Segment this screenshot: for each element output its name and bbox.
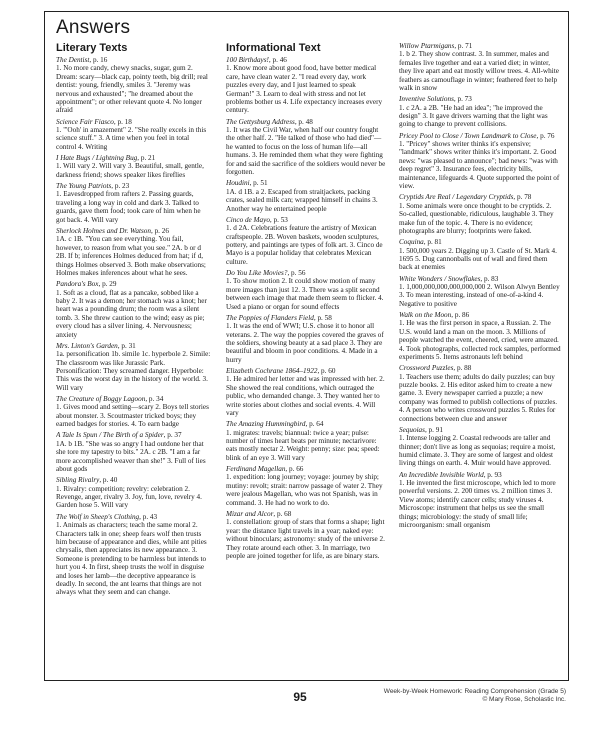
entry-heading xyxy=(226,465,386,473)
entry-heading xyxy=(226,216,386,224)
entry-answers: 1. Gives mood and setting—scary 2. Boys tell stories about monster. 3. Scoutmaster tricked boys; they earned badges for stories. 4. To earn badge xyxy=(56,403,209,429)
entry-heading xyxy=(399,364,562,372)
answer-entry xyxy=(399,311,562,361)
entry-heading xyxy=(226,367,386,375)
answer-columns xyxy=(56,42,562,674)
entry-page: , p. 18 xyxy=(113,117,132,126)
answer-entry xyxy=(399,132,562,191)
entry-page: , p. 26 xyxy=(150,226,169,235)
entry-page: , p. 73 xyxy=(453,95,472,104)
page-title: Answers xyxy=(56,17,131,38)
entry-heading xyxy=(399,238,562,246)
entry-answers: 1. "'Ooh' in amazement" 2. "She really excels in this science stuff." 3. A time when you feel in total control 4. Writing xyxy=(56,126,207,151)
answer-entry xyxy=(226,179,386,213)
answer-entry xyxy=(226,216,386,266)
column-2 xyxy=(226,42,386,674)
answer-entry xyxy=(399,275,562,309)
entry-page: , p. 58 xyxy=(313,313,332,322)
entry-title: The Dentist xyxy=(56,56,90,64)
answer-entry xyxy=(226,465,386,507)
entry-page: , p. 91 xyxy=(424,425,443,434)
entry-title: Sequoias xyxy=(399,425,425,434)
entry-heading xyxy=(56,513,211,521)
entry-page: , p. 29 xyxy=(98,280,117,289)
entry-answers: 1a. personification 1b. simile 1c. hyperbole 2. Simile: The classroom was like Jurassic Park. Personification: They screamed danger. Hyperbole: This was the worst day in the history of the world. 3. Will vary xyxy=(56,350,211,392)
footer-copyright: © Mary Rose, Scholastic Inc. xyxy=(482,696,566,703)
entry-heading xyxy=(399,471,562,479)
entry-answers: 1. He was the first person in space, a Russian. 2. The U.S. would land a man on the moon. 3. Millions of people watched the event, cheered, cried, were amazed. 4. Took photographs, collected rock samples, performed experiments 5. Items astronauts left behind xyxy=(399,319,561,361)
entry-title: Cryptids Are Real / Legendary Cryptids xyxy=(399,193,514,202)
answer-entry xyxy=(226,118,386,177)
entry-heading xyxy=(399,426,562,434)
entry-page: , p. 16 xyxy=(89,56,108,64)
entry-page: , p. 46 xyxy=(268,56,287,64)
entry-heading xyxy=(56,280,211,288)
entry-title: Mrs. Linton's Garden xyxy=(56,341,118,350)
answer-entry xyxy=(56,513,211,597)
entry-page: , p. 83 xyxy=(480,274,499,283)
entry-answers: 1. Soft as a cloud, flat as a pancake, sobbed like a baby 2. It was a demon; her stomach was a knot; her heart was a pounding drum; the room was a silent tomb. 3. She threw caution to the wind; easy as pie; every cloud has a silver lining. 4. Nervousness; anxiety xyxy=(56,288,207,339)
entry-title: Sibling Rivalry xyxy=(56,476,100,485)
entry-heading xyxy=(56,342,211,350)
entry-title: Ferdinand Magellan xyxy=(226,465,286,474)
entry-answers: 1. He invented the first microscope, which led to more powerful versions. 2. 200 times vs. 2 million times 3. View atoms; identify cancer cells; study viruses 4. Microscope: instrument that helps us see the small things; microbiology: the study of small life; microorganism: small organism xyxy=(399,479,556,530)
entry-answers: 1. 1,000,000,000,000,000,000 2. Wilson Alwyn Bentley 3. To mean interesting, instead of one-of-a-kind 4. Negative to positive xyxy=(399,282,560,308)
entry-title: An Incredible Invisible World xyxy=(399,470,484,479)
entry-heading xyxy=(399,95,562,103)
entry-answers: 1. Some animals were once thought to be cryptids. 2. So-called, questionable, ridiculous, laughable 3. They make fun of the topic. 4. There is no evidence; photographs are blurry; footprints were faked. xyxy=(399,201,554,235)
answer-entry xyxy=(399,95,562,129)
entry-page: , p. 51 xyxy=(249,179,268,188)
entry-title: Inventive Solutions xyxy=(399,95,454,104)
entry-answers: 1. He admired her letter and was impressed with her. 2. She showed the real conditions, which outraged the public, who demanded change. 3. They wanted her to write stories about clothes and social events. 4. Will vary xyxy=(226,375,385,418)
entry-answers: 1. Will vary 2. Will vary 3. Beautiful, small, gentle, darkness friend; shows speaker likes fireflies xyxy=(56,162,204,179)
entry-answers: 1A. c 1B. "You can see everything. You fail, however, to reason from what you see." 2A. b or d 2B. If b; inferences Holmes deduced from hat; if d, things Holmes observed 3. Both make observations; Holmes makes inferences about what he sees. xyxy=(56,235,206,277)
answer-entry xyxy=(56,476,211,510)
entry-title: Houdini xyxy=(226,179,250,188)
entry-title: Mizar and Alcor xyxy=(226,509,274,518)
entry-heading xyxy=(226,56,386,64)
answer-entry xyxy=(56,342,211,392)
entry-page: , p. 71 xyxy=(454,42,473,50)
entry-title: The Gettysburg Address xyxy=(226,117,295,126)
answer-entry xyxy=(399,364,562,423)
entry-page: , p. 56 xyxy=(287,268,306,277)
entry-heading xyxy=(226,118,386,126)
entry-heading xyxy=(226,269,386,277)
entry-heading xyxy=(56,227,211,235)
footer-book-title: Week-by-Week Homework: Reading Comprehension (Grade 5) xyxy=(383,688,566,695)
entry-title: Sherlock Holmes and Dr. Watson xyxy=(56,226,151,235)
entry-page: , p. 64 xyxy=(305,420,324,429)
entry-page: , p. 48 xyxy=(294,117,313,126)
entry-page: , p. 88 xyxy=(453,364,472,373)
answer-entry xyxy=(56,118,211,152)
entry-page: , p. 40 xyxy=(99,476,118,485)
entry-title: Do You Like Movies? xyxy=(226,268,288,277)
entry-answers: 1. expedition: long journey; voyage: journey by ship; mutiny: revolt; strait: narrow passage of water 2. They were jealous Magellan, who was not Spanish, was in command. 3. He had no work to do. xyxy=(226,473,383,507)
entry-page: , p. 78 xyxy=(513,193,532,202)
entry-answers: 1. To show motion 2. It could show motion of many more images than just 12. 3. There was a split second between each image that made them seem to flicker. 4. Used a piano or organ for sound effects xyxy=(226,277,384,311)
entry-heading xyxy=(399,132,562,140)
entry-answers: 1. d 2A. Celebrations feature the artistry of Mexican craftspeople. 2B. Woven baskets, wooden sculptures, pottery, and paintings are types of folk art. 3. Cinco de Mayo is a popular holiday that celebrates Mexican culture. xyxy=(226,224,383,266)
entry-answers: 1. "Pricey" shows writer thinks it's expensive; "landmark" shows writer thinks it's important. 2. Good news: "was pleased to announce"; bad news: "was with deep regret" 3. Insurance fees, electricity bills, maintenance, lifeguards 4. Quote supported the point of view. xyxy=(399,140,560,191)
entry-heading xyxy=(226,179,386,187)
entry-answers: 1. c 2A. a 2B. "He had an idea"; "he improved the design" 3. It gave drivers warning that the light was going to change to prevent collisions. xyxy=(399,103,548,129)
page-number: 95 xyxy=(293,690,307,704)
entry-heading xyxy=(399,311,562,319)
entry-heading xyxy=(56,431,211,439)
entry-title: Elizabeth Cochrane 1864–1922 xyxy=(226,367,318,375)
entry-answers: 1. constellation: group of stars that forms a shape; light year: the distance light travels in a year; naked eye: without binoculars; astronomy: study of the universe 2. They rotate around each other. 3. In marriage, two people are joined together for life, as are binary stars. xyxy=(226,518,385,560)
entry-title: The Creature of Boggy Lagoon xyxy=(56,395,146,404)
entry-heading xyxy=(56,182,211,190)
answer-entry xyxy=(226,420,386,462)
entry-page: , p. 23 xyxy=(111,182,130,191)
answer-entry xyxy=(399,426,562,468)
entry-answers: 1. 500,000 years 2. Digging up 3. Castle of St. Mark 4. 1695 5. Dug cannonballs out of wall and fired them back at enemies xyxy=(399,246,557,272)
answer-entry xyxy=(399,238,562,272)
answer-entry xyxy=(226,510,386,560)
entry-title: Crossword Puzzles xyxy=(399,364,454,373)
answer-entry xyxy=(399,193,562,235)
entry-answers: 1. Rivalry: competition; revelry: celebration 2. Revenge, anger, rivalry 3. Joy, fun, love, revelry 4. Garden hose 5. Will vary xyxy=(56,484,202,510)
entry-heading xyxy=(56,56,211,64)
answer-entry xyxy=(56,227,211,277)
entry-page: , p. 53 xyxy=(269,215,288,224)
footer-credit xyxy=(384,688,566,704)
entry-page: , p. 66 xyxy=(285,465,304,474)
answer-entry xyxy=(56,431,211,473)
answer-entry xyxy=(399,42,562,92)
entry-title: Walk on the Moon xyxy=(399,310,452,319)
entry-heading xyxy=(226,510,386,518)
section-heading: Informational Text xyxy=(226,42,321,54)
entry-title: White Wonders / Snowflakes xyxy=(399,274,481,283)
entry-title: Pandora's Box xyxy=(56,280,99,289)
entry-page: , p. 34 xyxy=(145,395,164,404)
entry-title: The Wolf in Sheep's Clothing xyxy=(56,512,140,521)
entry-answers: 1. Eavesdropped from rafters 2. Passing guards, traveling a long way in cold and dark 3. Talked to guards, gave them food; took care of him when he got back. 4. Will vary xyxy=(56,190,201,224)
entry-page: , p. 37 xyxy=(163,431,182,440)
entry-answers: 1. No more candy, chewy snacks, sugar, gum 2. Dream: scary—black cap, pointy teeth, big drill; real dentist: young, friendly, smiles 3. "Jeremy was nervous and exhausted"; "he dreamed about the appointment"; or other relevant quote 4. No longer afraid xyxy=(56,64,208,115)
answer-entry xyxy=(56,154,211,179)
entry-title: Cinco de Mayo xyxy=(226,215,270,224)
answer-entry xyxy=(56,56,211,115)
answer-entry xyxy=(56,395,211,429)
entry-answers: 1A. b 1B. "She was so angry I had outdone her that she tore my tapestry to bits." 2A. c 2B. "I am a far more accomplished weaver than she!" 3. Full of lies about gods xyxy=(56,439,206,474)
entry-page: , p. 31 xyxy=(117,341,136,350)
entry-answers: 1. Teachers use them; adults do daily puzzles; can buy puzzle books. 2. His editor asked him to create a new game. 3. Every newspaper carried a puzzle; a new company was formed to publish collections of puzzles. 4. A person who writes crossword puzzles 5. Rules for connections between clue and answer xyxy=(399,372,558,423)
entry-heading xyxy=(226,420,386,428)
entry-answers: 1. Intense logging 2. Coastal redwoods are taller and thinner; don't live as long as sequoias; require a moist, humid climate. 3. They are some of largest and oldest living things on earth. 4. Muir would have approved. xyxy=(399,434,556,468)
entry-heading xyxy=(226,314,386,322)
entry-title: Coquina xyxy=(399,238,424,247)
entry-title: I Hate Bugs / Lightning Bug xyxy=(56,154,138,163)
entry-answers: 1. It was the end of WWI; U.S. chose it to honor all veterans. 2. The way the poppies covered the graves of the soldiers, showing beauty at a sad place 3. They are beautiful and bloom in poor conditions. 4. Made in a hurry xyxy=(226,322,384,364)
entry-heading xyxy=(56,154,211,162)
entry-page: , p. 21 xyxy=(137,154,156,163)
answer-entry xyxy=(226,314,386,364)
answer-entry xyxy=(399,471,562,530)
entry-heading xyxy=(399,275,562,283)
entry-page: , p. 93 xyxy=(483,470,502,479)
entry-title: A Tale Is Spun / The Birth of a Spider xyxy=(56,431,164,440)
entry-answers: 1. Know more about good food, have better medical care, have clean water 2. "I read every day, work puzzles every day, and I just learned to speak German!" 3. Learn to deal with stress and not let problems bother us 4. Life expectancy increases every century. xyxy=(226,64,383,115)
entry-heading xyxy=(56,395,211,403)
entry-heading xyxy=(399,193,562,201)
entry-answers: 1. Animals as characters; teach the same moral 2. Characters talk in one; sheep fears wolf then trusts him because of appearance and dies, while ant pities chrysalis, then appreciates its new appearance. 3. Someone is pretending to be harmless but intends to hurt you 4. In first, sheep trusts the wolf in disguise and loses her lamb—the deceptive appearance is deadly. In second, the ant learns that things are not always what they seem and can change. xyxy=(56,521,207,597)
entry-title: Pricey Pool to Close / Town Landmark to Close xyxy=(399,131,537,140)
answer-entry xyxy=(226,367,386,417)
column-3 xyxy=(399,42,562,674)
entry-page: , p. 60 xyxy=(317,367,336,375)
entry-answers: 1. b 2. They show contrast. 3. In summer, males and females live together and eat a varied diet; in winter, they live apart and eat mostly willow trees. 4. All-white feathers as camouflage in winter; feathered feet to help walk in snow xyxy=(399,50,559,93)
entry-page: , p. 68 xyxy=(273,509,292,518)
answer-entry xyxy=(56,182,211,224)
entry-title: The Young Patriots xyxy=(56,182,112,191)
entry-answers: 1. It was the Civil War, when half our country fought the other half. 2. "He talked of those who had died"—he wanted to focus on the loss of human life—all humans. 3. He reminded them what they were fighting for and said the sacrifice of the soldiers would never be forgotten. xyxy=(226,126,386,177)
entry-heading xyxy=(56,118,211,126)
entry-heading xyxy=(56,476,211,484)
entry-title: 100 Birthdays! xyxy=(226,56,269,64)
section-heading: Literary Texts xyxy=(56,42,128,54)
entry-page: , p. 43 xyxy=(139,512,158,521)
answer-entry xyxy=(226,269,386,311)
answer-entry xyxy=(226,56,386,115)
entry-heading xyxy=(399,42,562,50)
column-1 xyxy=(56,42,211,674)
entry-title: Science Fair Fiasco xyxy=(56,117,114,126)
entry-title: Willow Ptarmigans xyxy=(399,42,455,50)
entry-answers: 1A. d 1B. a 2. Escaped from straitjackets, packing crates, sealed milk can; wrapped himself in chains 3. Another way he entertained people xyxy=(226,187,378,213)
entry-title: The Poppies of Flanders Field xyxy=(226,313,314,322)
entry-page: , p. 81 xyxy=(423,238,442,247)
answer-entry xyxy=(56,280,211,339)
entry-page: , p. 76 xyxy=(536,131,555,140)
entry-answers: 1. migrates: travels; biannual: twice a year; pulse: number of times heart beats per minute; nectarivore: eats mostly nectar 2. Weight: penny; size: pea; speed: blink of an eye 3. Will vary xyxy=(226,428,380,462)
entry-title: The Amazing Hummingbird xyxy=(226,420,306,429)
entry-page: , p. 86 xyxy=(451,310,470,319)
